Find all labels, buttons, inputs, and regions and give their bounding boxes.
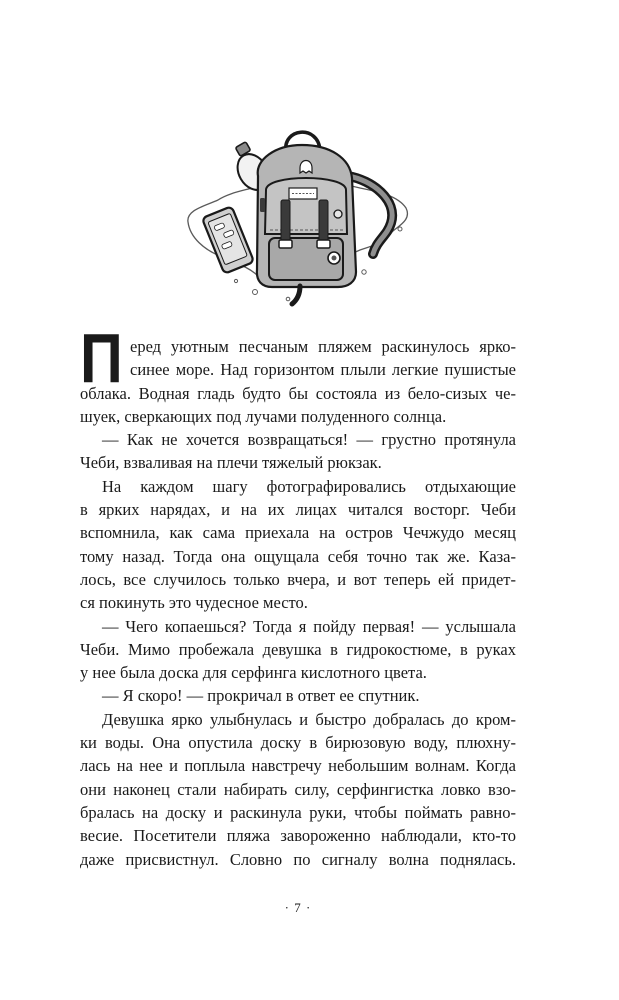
page-number: · 7 · [284,900,312,915]
backpack-illustration [0,0,619,320]
text-line: тому назад. Тогда она ощущала себя точно так же. Каза- [80,546,516,566]
drop-cap: П [80,319,123,397]
text-line: они наконец стали набирать силу, серфингистка ловко взо- [80,779,516,799]
body-text [80,335,516,871]
text-line: лось, все случилось только вчера, и вот теперь ей придет- [80,569,516,589]
text-line: шуек, сверкающих под лучами полуденного солнца. [80,406,447,426]
text-line: облака. Водная гладь будто бы состояла из бело-сизых че- [80,383,516,403]
text-line: Девушка ярко улыбнулась и быстро добралась до кром- [102,709,516,729]
text-line: синее море. Над горизонтом плыли легкие пушистые [130,360,516,380]
text-line: — Чего копаешься? Тогда я пойду первая! — услышала [102,616,516,636]
text-line: — Я скоро! — прокричал в ответ ее спутник. [102,686,420,706]
text-line: ся покинуть это чудесное место. [80,593,308,613]
text-line: вспомнила, как сама приехала на остров Чечжудо месяц [80,523,516,543]
text-line: в ярких нарядах, и на их лицах читался восторг. Чеби [80,500,516,520]
text-line: лась на нее и поплыла навстречу небольшим волнам. Когда [80,756,516,776]
text-line: бралась на доску и раскинула руки, чтобы поймать равно- [80,802,516,822]
text-line: Чеби, взваливая на плечи тяжелый рюкзак. [80,453,382,473]
text-line: — Как не хочется возвращаться! — грустно протянула [102,430,516,450]
text-line: весие. Посетители пляжа завороженно наблюдали, кто-то [80,826,516,846]
text-line: даже присвистнул. Словно по сигналу волна поднялась. [80,849,516,869]
text-line: еред уютным песчаным пляжем раскинулось ярко- [130,337,516,356]
text-line: ки воды. Она опустила доску в бирюзовую воду, плюхну- [80,733,516,753]
text-line: На каждом шагу фотографировались отдыхающие [102,476,516,496]
text-line: у нее была доска для серфинга кислотного цвета. [80,663,427,683]
text-line: Чеби. Мимо пробежала девушка в гидрокостюме, в руках [80,639,516,659]
